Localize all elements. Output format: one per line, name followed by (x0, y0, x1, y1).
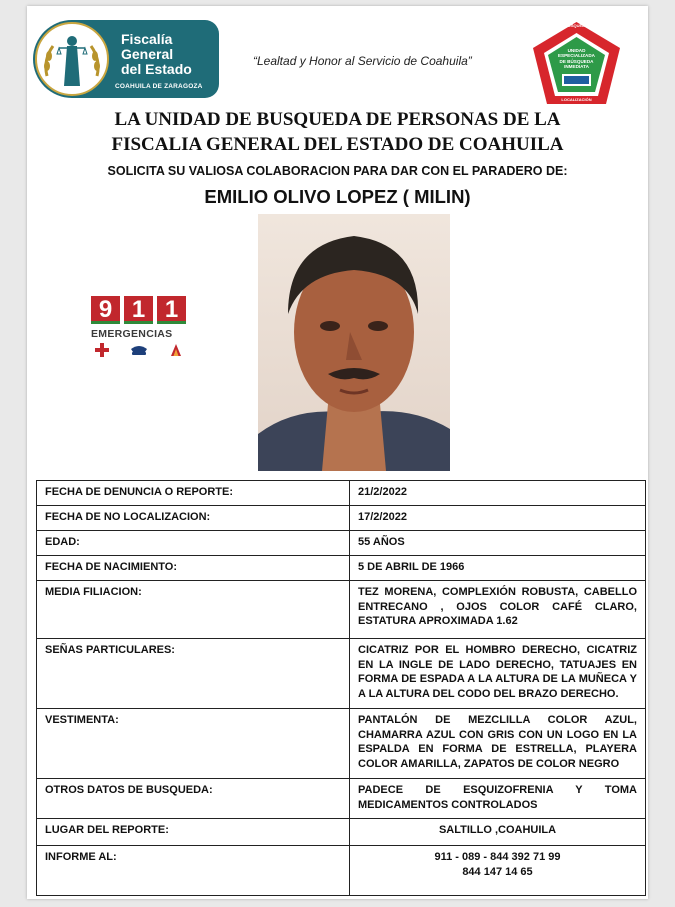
row-value: 17/2/2022 (350, 506, 646, 531)
table-row (37, 709, 646, 779)
digit: 9 (91, 296, 120, 324)
digit: 1 (157, 296, 186, 324)
subtitle: SOLICITA SU VALIOSA COLABORACION PARA DAR CON EL PARADERO DE: (107, 164, 568, 178)
contact-phone-line2: 844 147 14 65 (462, 865, 533, 878)
contact-phone-line1: 911 - 089 - 844 392 71 99 (434, 851, 561, 863)
emergencias-label: EMERGENCIAS (91, 328, 173, 340)
red-cross-icon (95, 343, 109, 357)
table-row (37, 506, 646, 531)
row-value: TEZ MORENA, COMPLEXIÓN ROBUSTA, CABELLO ENTRECANO , OJOS COLOR CAFÉ CLARO, ESTATURA APROXIMADA 1.62 (350, 581, 646, 639)
missing-person-flyer (27, 6, 648, 899)
person-info-table (36, 480, 646, 896)
table-row (37, 846, 646, 896)
row-label: FECHA DE NACIMIENTO: (37, 556, 350, 581)
unit-logo-top: BÚSQUEDA (565, 23, 588, 28)
person-photo (258, 214, 450, 471)
contact-numbers (350, 846, 646, 896)
row-label: VESTIMENTA: (37, 709, 350, 779)
table-row (37, 581, 646, 639)
fiscalia-logo-subtext: COAHUILA DE ZARAGOZA (115, 83, 203, 90)
row-label: FECHA DE NO LOCALIZACION: (37, 506, 350, 531)
person-name: EMILIO OLIVO LOPEZ ( MILIN) (204, 186, 471, 207)
row-label: INFORME AL: (37, 846, 350, 896)
row-label: OTROS DATOS DE BUSQUEDA: (37, 779, 350, 819)
row-value: 55 AÑOS (350, 531, 646, 556)
fiscalia-logo-text: Fiscalía General del Estado (121, 31, 192, 77)
main-title-line2: FISCALIA GENERAL DEL ESTADO DE COAHUILA (111, 134, 564, 155)
row-label: SEÑAS PARTICULARES: (37, 639, 350, 709)
table-row (37, 819, 646, 846)
motto: “Lealtad y Honor al Servicio de Coahuila” (253, 54, 472, 68)
emergencias-911-logo (91, 296, 187, 366)
row-value: CICATRIZ POR EL HOMBRO DERECHO, CICATRIZ EN LA INGLE DE LADO DERECHO, TATUAJES EN FORMA DE ESPADA A LA ALTURA DE LA MUÑECA Y A LA ALTURA DEL CODO DEL BRAZO DERECHO. (350, 639, 646, 709)
table-row (37, 481, 646, 506)
row-value: 5 DE ABRIL DE 1966 (350, 556, 646, 581)
row-label: MEDIA FILIACION: (37, 581, 350, 639)
row-value: PADECE DE ESQUIZOFRENIA Y TOMA MEDICAMENTOS CONTROLADOS (350, 779, 646, 819)
table-row (37, 639, 646, 709)
fiscalia-logo (33, 20, 219, 98)
unit-logo-bottom: LOCALIZACIÓN (561, 97, 592, 102)
main-title-line1: LA UNIDAD DE BUSQUEDA DE PERSONAS DE LA (114, 109, 561, 130)
police-cap-icon (130, 343, 148, 357)
table-row (37, 531, 646, 556)
unit-logo (530, 20, 623, 106)
row-value: PANTALÓN DE MEZCLILLA COLOR AZUL, CHAMARRA AZUL CON GRIS CON UN LOGO EN LA ESPALDA EN FORMA DE ESTRELLA, PLAYERA COLOR AMARILLA, ZAPATOS DE COLOR NEGRO (350, 709, 646, 779)
digit: 1 (124, 296, 153, 324)
table-row (37, 779, 646, 819)
fire-icon (169, 343, 183, 357)
row-label: FECHA DE DENUNCIA O REPORTE: (37, 481, 350, 506)
row-value: 21/2/2022 (350, 481, 646, 506)
unit-logo-text: UNIDAD ESPECIALIZADA DE BÚSQUEDA INMEDIATA (557, 48, 595, 70)
row-value: SALTILLO ,COAHUILA (350, 819, 646, 846)
lady-justice-icon (35, 22, 109, 96)
row-label: LUGAR DEL REPORTE: (37, 819, 350, 846)
table-row (37, 556, 646, 581)
row-label: EDAD: (37, 531, 350, 556)
